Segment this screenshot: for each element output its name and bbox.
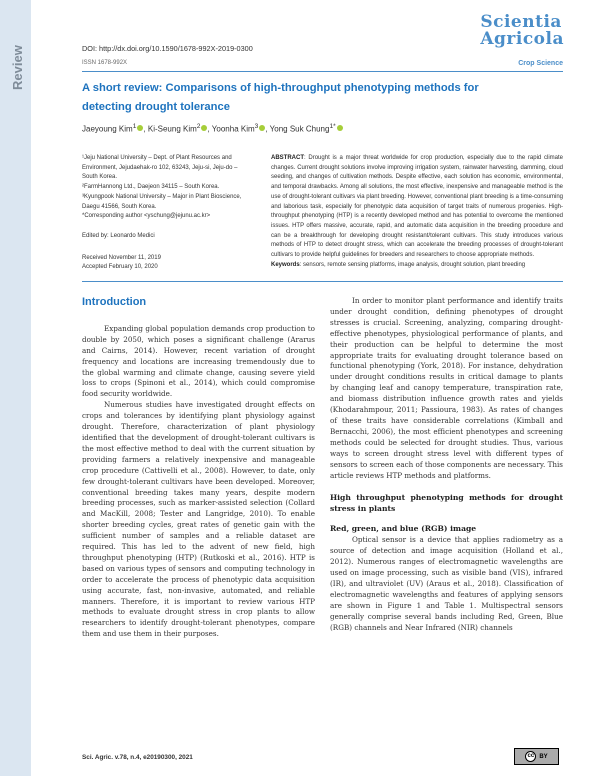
issn: ISSN 1678-992X: [82, 60, 128, 66]
journal-logo: [480, 14, 564, 48]
article-info: [82, 154, 252, 273]
author-list: Jaeyoung Kim$^1$ , Ki-Seung Kim$^2$ , Yoonha Kim$^3$ , Yong Suk Chung$^{1*}$: [82, 123, 343, 134]
paragraph: Optical sensor is a device that applies radiometry as a source of detection and image acquisition (Holland et al., 2012). Numerous ranges of electromagnetic wavelengths are used on image processing, such as visible band (VIS), infrared (IR), and ultraviolet (UV) (Araus et al., 2018). Classification of electromagnetic wavelengths and features of applying sensors are shown in Figure 1 and Table 1. Multispectral sensors generally comprise several bands including Red, Green, Blue (RGB) channels and Near Infrared (NIR) channels: [330, 535, 563, 632]
section-label: Crop Science: [518, 60, 563, 67]
sidebar-band: [0, 0, 31, 776]
orcid-icon[interactable]: [201, 125, 207, 131]
header-rule: [82, 71, 563, 72]
logo-line-1: Scientia: [480, 12, 562, 32]
logo-line-2: Agricola: [480, 29, 564, 49]
author-sup: 1*: [329, 123, 336, 130]
license-badge[interactable]: [514, 748, 559, 765]
article-title: A short review: Comparisons of high-throughput phenotyping methods for detecting drought tolerance: [82, 82, 479, 113]
orcid-icon[interactable]: [259, 125, 265, 131]
accepted-date: Accepted February 10, 2020: [82, 264, 158, 271]
paragraph: Expanding global population demands crop production to double by 2050, which poses a significant challenge (Ararus and Cairns, 2014). However, recent variation of drought frequency and locations are increasing tremendously due to the global warming and climate change, causing severe yield loss to crops (Spinoni et al., 2014), which could compromise food security worldwide.: [82, 323, 315, 399]
citation: Sci. Agric. v.78, n.4, e20190300, 2021: [82, 754, 193, 761]
author: Yong Suk Chung: [269, 124, 330, 134]
edited-by: Edited by: Leonardo Medici: [82, 232, 155, 239]
subsection-heading: Red, green, and blue (RGB) image: [330, 524, 477, 534]
left-column: [82, 297, 315, 640]
author: Jaeyoung Kim: [82, 124, 133, 134]
author: Ki-Seung Kim: [147, 124, 197, 134]
author-sup: 3: [254, 123, 259, 130]
author-sup: 2: [196, 123, 201, 130]
received-date: Received November 11, 2019: [82, 254, 161, 261]
author: Yoonha Kim: [211, 124, 255, 134]
intro-heading: Introduction: [82, 296, 147, 308]
cc-icon: cc: [525, 751, 536, 762]
abstract-label: ABSTRACT: [271, 155, 304, 161]
abstract-divider: [82, 281, 563, 282]
corresponding-author: *Corresponding author <yschung@jejunu.ac.kr>: [82, 213, 211, 220]
doi-link[interactable]: DOI: http://dx.doi.org/10.1590/1678-992X-2019-0300: [82, 44, 253, 53]
section-heading: High throughput phenotyping methods for drought stress in plants: [330, 493, 563, 514]
author-sup: 1: [132, 123, 137, 130]
license-text: BY: [539, 753, 548, 760]
citation-footer: [82, 754, 193, 761]
article-type-label: Review: [10, 45, 25, 90]
abstract-text: : Drought is a major threat worldwide for crop production, especially due to the rapid climate changes. Current drought solutions involve improving irrigation system, rainwater harvesting, damming, cloud seeding, and changes of cultivation methods. Despite effective, each solution has economic, environmental, and temporal drawbacks. Among all solutions, the most effective, inexpensive and manageable method is the use of drought-tolerant cultivars via plant breeding. However, conventional plant breeding is a time-consuming and laborious task, especially for phenotypic data acquisition of target traits of numerous progenies. High-throughput phenotyping (HTP) is a recently developed method and has potential to overcome the mentioned issues. HTP offers massive, accurate, rapid, and automatic data acquisition in the breeding procedure and can be a breakthrough for developing drought resistant/tolerant cultivars. This study introduces various methods of HTP to detect drought stress, which can accelerate the breeding processes of drought-tolerant cultivars to provide helpful guidelines for breeders and researchers to choose appropriate methods.: [271, 155, 563, 259]
affiliation: ¹Jeju National University – Dept. of Plant Resources and Environment, Jejudaehak-ro 102, 63243, Jeju-si, Jeju-do – South Korea.: [82, 155, 238, 181]
abstract: [271, 154, 563, 270]
keywords-label: Keywords: [271, 261, 300, 268]
paragraph: Numerous studies have investigated drought effects on crops and tolerances by identifying plant physiology against drought. Therefore, characterization of plant physiology identified that the development of drought-tolerant cultivars is the most effective method to deal with the current situation by providing farmers a relatively inexpensive and manageable crop procedure (Cattivelli et al., 2008). However, to date, only few drought-tolerant cultivars have been developed. Moreover, conventional breeding takes many years, despite modern breeding processes, such as marker-assisted selection (Collard and MacKill, 2008; Tester and Langridge, 2010). To enable shorter breeding cycles, great rates of genetic gain with the sufficient number of samples and a reliable dataset are required. This has led to the advent of new field, high throughput phenotyping (HTP) (Rutkoski et al., 2016). HTP is based on various types of sensors and computing technology in order to accelerate the process of phenotypic data acquisition using accurate, fast, non-invasive, automated, and reliable manners. Therefore, it is important to review various HTP methods to evaluate drought stress in crop plants to allow researchers to identify drought-tolerant phenotypes, compare them and use them in their purposes.: [82, 400, 315, 639]
keywords-text: : sensors, remote sensing platforms, image analysis, drought solution, plant breeding: [299, 261, 526, 268]
orcid-icon[interactable]: [137, 125, 143, 131]
paragraph: In order to monitor plant performance and identify traits under drought condition, defining phenotypes of drought stresses is crucial. Screening, analyzing, comparing drought-effective phenotypes, physiological performance of plants, and their production can be helpful to determine the most appropriate traits for evaluating drought tolerance based on functional phenotyping (York, 2018). For instance, dehydration under drought conditions results in critical damage to plants by changing leaf and canopy temperature, transpiration rate, and biomass distribution influence growth rates and yields (Khodarahmpour, 2011; Passioura, 1983). As rates of changes of these traits have considerable correlations (Kimball and Bernacchi, 2006), the most efficient phenotypes and screening methods could be selected for drought studies. Thus, various ways to screen drought stress level with different types of sensors to screen each of those components are necessary. This article reviews HTP methods and platforms.: [330, 296, 563, 480]
orcid-icon[interactable]: [337, 125, 343, 131]
affiliation: ³Kyungpook National University – Major in Plant Bioscience, Daegu 41566, South Korea.: [82, 193, 242, 210]
affiliation: ²FarmHannong Ltd., Daejeon 34115 – South Korea.: [82, 184, 220, 191]
right-column: [330, 296, 563, 633]
